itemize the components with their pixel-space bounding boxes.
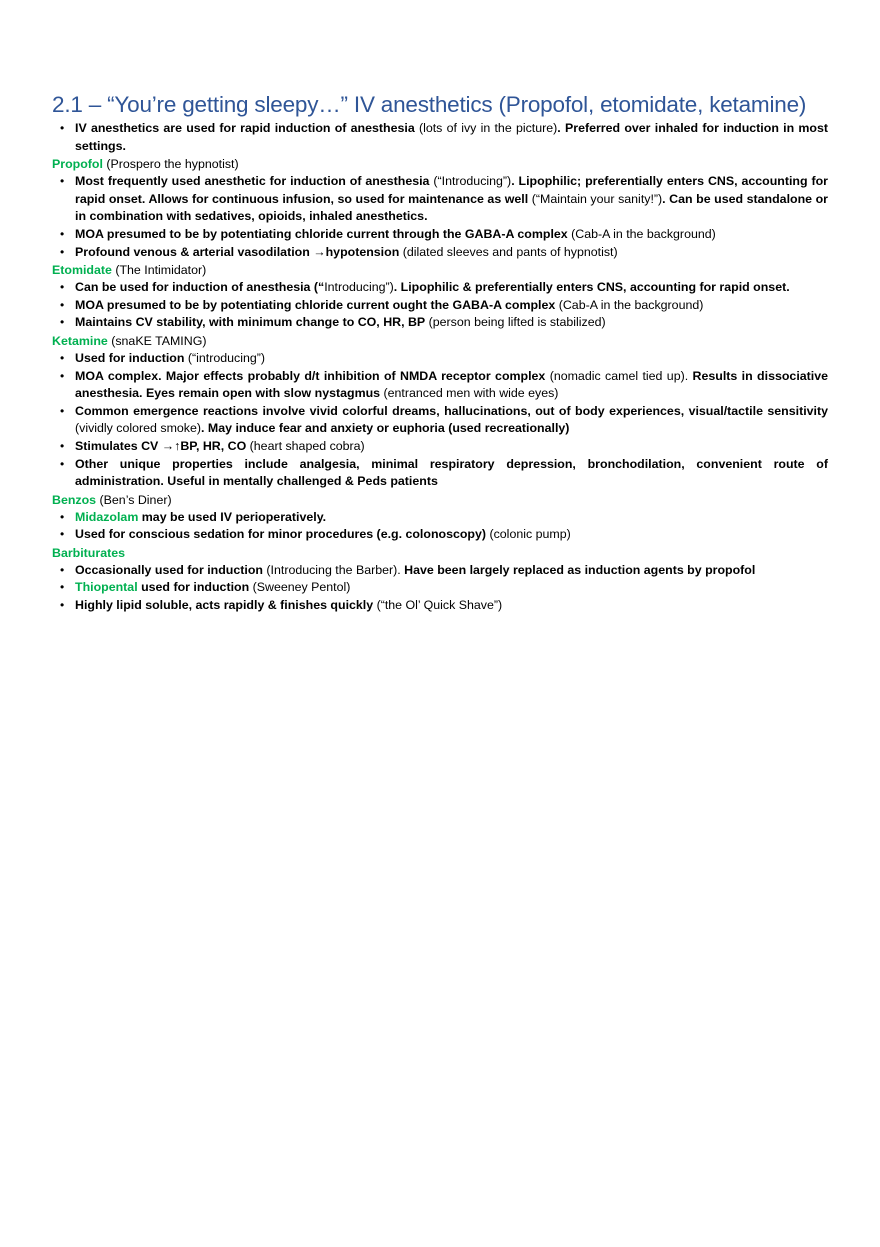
section-heading: Benzos	[52, 492, 97, 507]
section-heading: Propofol	[52, 157, 103, 172]
intro-item: • IV anesthetics are used for rapid induction of anesthesia (lots of ivy in the picture). Preferred over inhaled for induction in most settings.	[52, 120, 828, 155]
list-item: • Common emergence reactions involve vivid colorful dreams, hallucinations, out of body experiences, visual/tactile sensitivity (vividly colored smoke). May induce fear and anxiety or euphoria (used recreationally)	[52, 403, 828, 438]
list-item: • Stimulates CV →↑BP, HR, CO (heart shaped cobra)	[52, 438, 828, 456]
section-heading: Ketamine	[52, 333, 108, 348]
section-benzos: Benzos (Ben’s Diner)	[52, 492, 172, 507]
list-item: • Other unique properties include analgesia, minimal respiratory depression, bronchodilation, convenient route of administration. Useful in mentally challenged & Peds patients	[52, 456, 828, 491]
list-item: • Most frequently used anesthetic for induction of anesthesia (“Introducing”). Lipophilic; preferentially enters CNS, accounting for rapid onset. Allows for continuous infusion, so used for maintenance as well (“Maintain your sanity!”). Can be used standalone or in combination with sedatives, opioids, inhaled anesthetics.	[52, 173, 828, 226]
intro-list	[52, 120, 828, 155]
section-propofol: Propofol (Prospero the hypnotist)	[52, 157, 239, 172]
section-ketamine: Ketamine (snaKE TAMING)	[52, 333, 207, 348]
list-item: • Midazolam may be used IV perioperatively.	[52, 509, 828, 527]
list-item: • Profound venous & arterial vasodilation →hypotension (dilated sleeves and pants of hypnotist)	[52, 244, 828, 262]
list-item: • MOA complex. Major effects probably d/t inhibition of NMDA receptor complex (nomadic camel tied up). Results in dissociative anesthesia. Eyes remain open with slow nystagmus (entranced men with wide eyes)	[52, 368, 828, 403]
section-etomidate: Etomidate (The Intimidator)	[52, 263, 207, 278]
section-barbiturates	[52, 544, 828, 562]
section-heading: Barbiturates	[52, 545, 125, 560]
etomidate-list	[52, 279, 828, 332]
list-item: • Can be used for induction of anesthesia (“Introducing”). Lipophilic & preferentially enters CNS, accounting for rapid onset.	[52, 279, 828, 297]
barbiturates-list	[52, 562, 828, 615]
list-item: • Used for induction (“introducing”)	[52, 350, 828, 368]
ketamine-list	[52, 350, 828, 491]
page-title: 2.1 – “You’re getting sleepy…” IV anesthetics (Propofol, etomidate, ketamine)	[52, 92, 807, 117]
list-item: • MOA presumed to be by potentiating chloride current ought the GABA-A complex (Cab-A in the background)	[52, 297, 828, 315]
list-item: • Used for conscious sedation for minor procedures (e.g. colonoscopy) (colonic pump)	[52, 526, 828, 544]
list-item: • Highly lipid soluble, acts rapidly & finishes quickly (“the Ol’ Quick Shave”)	[52, 597, 828, 615]
list-item: • MOA presumed to be by potentiating chloride current through the GABA-A complex (Cab-A in the background)	[52, 226, 828, 244]
list-item: • Thiopental used for induction (Sweeney Pentol)	[52, 579, 828, 597]
propofol-list	[52, 173, 828, 261]
list-item: • Occasionally used for induction (Introducing the Barber). Have been largely replaced as induction agents by propofol	[52, 562, 828, 580]
document-page	[52, 92, 828, 615]
list-item: • Maintains CV stability, with minimum change to CO, HR, BP (person being lifted is stabilized)	[52, 314, 828, 332]
section-heading: Etomidate	[52, 263, 112, 278]
benzos-list	[52, 509, 828, 544]
